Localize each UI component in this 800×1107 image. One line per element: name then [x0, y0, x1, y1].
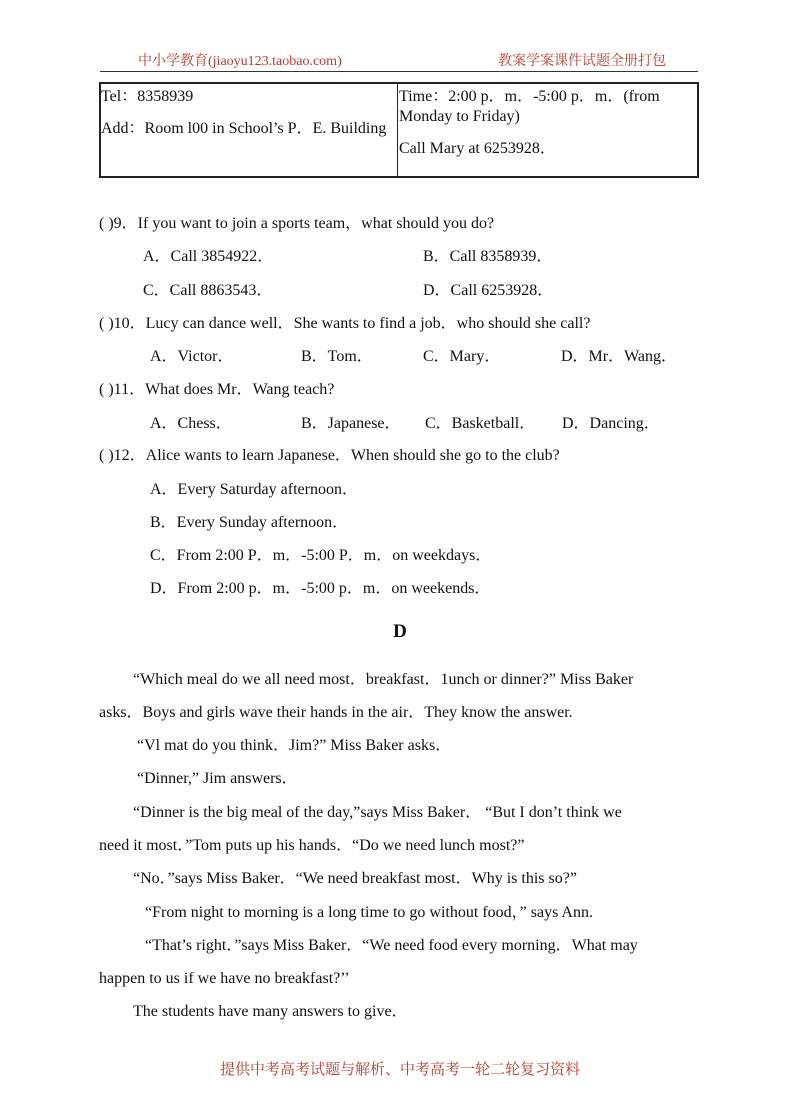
passage-line-3: “Vl mat do you think．Jim?” Miss Baker asks．: [137, 737, 452, 754]
question-12-option-a: A．Every Saturday afternoon．: [150, 481, 358, 498]
question-11-option-c: C．Basketball．: [425, 415, 536, 432]
header-rule: [100, 71, 698, 72]
question-11-option-b: B．Japanese．: [301, 415, 401, 432]
section-heading: D: [393, 621, 407, 642]
call-text: Call Mary at 6253928．: [399, 140, 556, 157]
page-footer: 提供中考高考试题与解析、中考高考一轮二轮复习资料: [219, 1062, 580, 1078]
passage-line-1: “Which meal do we all need most．breakfast．1unch or dinner?” Miss Baker: [133, 671, 634, 688]
address-text: Add：Room l00 in School’s P．E. Building: [101, 120, 387, 137]
question-9-option-d: D．Call 6253928．: [423, 282, 554, 299]
passage-line-8: “From night to morning is a long time to go without food，” says Ann.: [145, 904, 593, 921]
header-right-text: 教案学案课件试题全册打包: [498, 54, 666, 69]
passage-line-6: need it most．”Tom puts up his hands．“Do we need lunch most?”: [99, 837, 525, 854]
passage-line-2: asks．Boys and girls wave their hands in the air．They know the answer.: [99, 704, 573, 721]
passage-line-5: “Dinner is the big meal of the day,”says Miss Baker． “But I don’t think we: [133, 804, 622, 821]
question-12-option-d: D．From 2:00 p．m．-5:00 p．m．on weekends．: [150, 580, 491, 597]
question-12-option-c: C．From 2:00 P．m．-5:00 P．m．on weekdays．: [150, 547, 492, 564]
question-10-stem: ( )10．Lucy can dance well．She wants to find a job．who should she call?: [99, 315, 591, 332]
tel-text: Tel：8358939: [101, 88, 194, 105]
passage-line-10: happen to us if we have no breakfast?’’: [99, 970, 350, 987]
question-12-option-b: B．Every Sunday afternoon．: [150, 514, 349, 531]
question-11-option-a: A．Chess．: [150, 415, 232, 432]
table-divider: [397, 84, 398, 176]
question-9-stem: ( )9．If you want to join a sports team，what should you do?: [99, 215, 495, 232]
time-text-line2: Monday to Friday): [399, 108, 520, 125]
time-text-line1: Time：2:00 p．m．-5:00 p．m．(from: [399, 88, 660, 105]
question-11-option-d: D．Dancing．: [562, 415, 660, 432]
page-header: [100, 50, 698, 70]
passage-line-7: “No．”says Miss Baker．“We need breakfast most．Why is this so?”: [133, 870, 577, 887]
question-10-option-c: C．Mary．: [423, 348, 501, 365]
passage-line-11: The students have many answers to give．: [133, 1003, 408, 1020]
question-9-option-a: A．Call 3854922．: [143, 248, 274, 265]
club-info-table: [99, 82, 699, 178]
question-10-option-a: A．Victor．: [150, 348, 234, 365]
question-9-option-b: B．Call 8358939．: [423, 248, 553, 265]
passage-line-9: “That’s right．”says Miss Baker．“We need food every morning．What may: [145, 937, 638, 954]
question-12-stem: ( )12．Alice wants to learn Japanese．When should she go to the club?: [99, 447, 560, 464]
question-11-stem: ( )11．What does Mr．Wang teach?: [99, 381, 335, 398]
question-10-option-b: B．Tom．: [301, 348, 373, 365]
header-left-text: 中小学教育(jiaoyu123.taobao.com): [138, 54, 342, 69]
passage-line-4: “Dinner,” Jim answers．: [137, 770, 298, 787]
question-9-option-c: C．Call 8863543．: [143, 282, 273, 299]
question-10-option-d: D．Mr．Wang．: [561, 348, 678, 365]
